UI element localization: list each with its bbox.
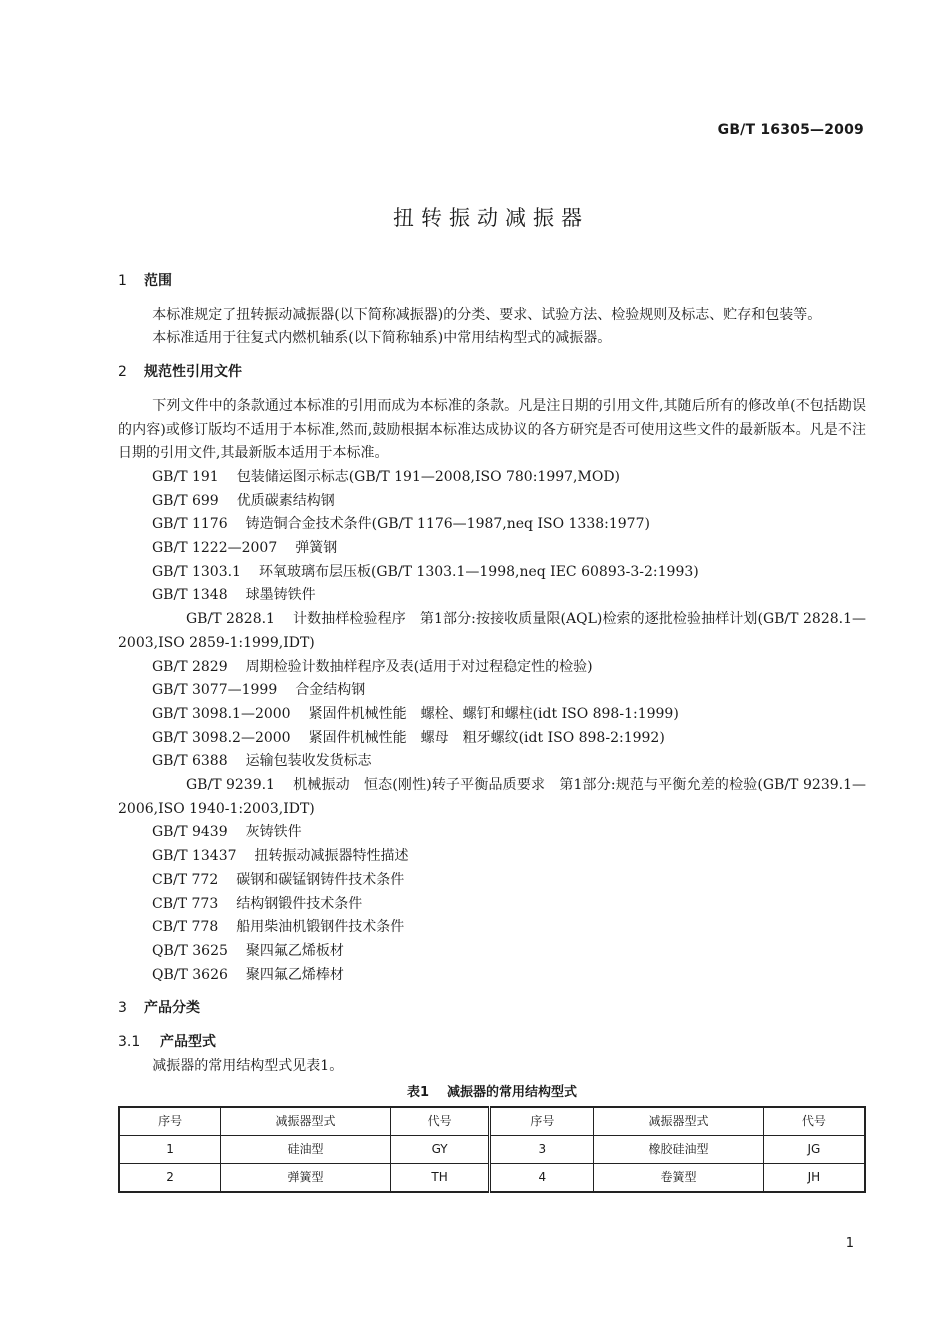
- ref-title: 铸造铜合金技术条件(GB/T 1176—1987,neq ISO 1338:1977): [245, 516, 650, 533]
- ref-title: 弹簧钢: [295, 540, 338, 557]
- ref-code: CB/T 773: [152, 895, 219, 912]
- table-cell: TH: [390, 1164, 490, 1193]
- ref-title: 合金结构钢: [295, 682, 366, 699]
- ref-code: CB/T 778: [152, 919, 219, 936]
- ref-code: GB/T 1348: [152, 587, 228, 604]
- table-cell: JH: [763, 1164, 865, 1193]
- subsection-title: 产品型式: [160, 1034, 216, 1051]
- header-cell: 序号: [490, 1107, 594, 1136]
- table-cell: 硅油型: [221, 1136, 391, 1164]
- header-cell: 代号: [763, 1107, 865, 1136]
- table-cell: 3: [490, 1136, 594, 1164]
- ref-code: GB/T 9239.1: [186, 777, 275, 794]
- table-header-row: [119, 1107, 865, 1136]
- ref-code: GB/T 3098.1—2000: [152, 705, 291, 722]
- ref-code: GB/T 2829: [152, 658, 228, 675]
- section-2-heading: [118, 361, 866, 385]
- ref-code: GB/T 1222—2007: [152, 540, 278, 557]
- ref-title: 聚四氟乙烯板材: [245, 942, 344, 959]
- standard-code: GB/T 16305—2009: [717, 122, 864, 138]
- ref-code: GB/T 2828.1: [186, 611, 275, 628]
- section-number: 2: [118, 364, 127, 381]
- section-number: 3: [118, 1000, 127, 1017]
- table-cell: 弹簧型: [221, 1164, 391, 1193]
- section-title: 范围: [144, 273, 172, 289]
- table-cell: 1: [119, 1136, 221, 1164]
- table-cell: 4: [490, 1164, 594, 1193]
- page-number: 1: [845, 1236, 854, 1251]
- section-3-heading: [118, 997, 866, 1021]
- ref-title: 碳钢和碳锰钢铸件技术条件: [236, 871, 405, 888]
- table-number: 表1: [406, 1084, 430, 1100]
- table-title: 减振器的常用结构型式: [447, 1084, 578, 1100]
- ref-title: 环氧玻璃布层压板(GB/T 1303.1—1998,neq IEC 60893-3-2:1993): [258, 563, 699, 580]
- reference-list: [118, 466, 866, 987]
- ref-title: 运输包装收发货标志: [245, 753, 372, 770]
- ref-title: 灰铸铁件: [245, 824, 302, 841]
- ref-title: 机械振动 恒态(刚性)转子平衡品质要求 第1部分:规范与平衡允差的检验(GB/T 9239.1—2006,ISO 1940-1:2003,IDT): [118, 777, 866, 817]
- table-cell: 橡胶硅油型: [594, 1136, 764, 1164]
- header-cell: 减振器型式: [594, 1107, 764, 1136]
- ref-code: GB/T 13437: [152, 848, 237, 865]
- scope-paragraph: 本标准适用于往复式内燃机轴系(以下简称轴系)中常用结构型式的减振器。: [152, 330, 612, 347]
- ref-code: GB/T 6388: [152, 753, 228, 770]
- ref-code: CB/T 772: [152, 871, 219, 888]
- section-title: 规范性引用文件: [144, 364, 242, 381]
- structure-types-table: [118, 1106, 866, 1193]
- ref-code: GB/T 1176: [152, 516, 228, 533]
- ref-code: GB/T 3098.2—2000: [152, 729, 291, 746]
- ref-code: GB/T 699: [152, 492, 219, 509]
- section-1-heading: [118, 270, 866, 294]
- header-cell: 序号: [119, 1107, 221, 1136]
- table-cell: GY: [390, 1136, 490, 1164]
- section-title: 产品分类: [144, 1000, 200, 1017]
- table-caption: [118, 1081, 866, 1105]
- header-cell: 代号: [390, 1107, 490, 1136]
- document-body: [118, 270, 866, 1193]
- ref-title: 船用柴油机锻钢件技术条件: [236, 919, 405, 936]
- table-cell: 2: [119, 1164, 221, 1193]
- ref-code: QB/T 3626: [152, 966, 228, 983]
- ref-title: 扭转振动减振器特性描述: [254, 848, 409, 865]
- document-title: 扭转振动减振器: [393, 206, 589, 230]
- subsection-3-1-heading: [118, 1031, 866, 1055]
- table-cell: JG: [763, 1136, 865, 1164]
- ref-code: GB/T 3077—1999: [152, 682, 278, 699]
- ref-code: GB/T 1303.1: [152, 563, 241, 580]
- ref-title: 聚四氟乙烯棒材: [245, 966, 344, 983]
- subsection-number: 3.1: [118, 1034, 141, 1051]
- table-row: [119, 1136, 865, 1164]
- ref-code: GB/T 191: [152, 468, 219, 485]
- subsection-text: 减振器的常用结构型式见表1。: [152, 1057, 344, 1074]
- ref-title: 计数抽样检验程序 第1部分:按接收质量限(AQL)检索的逐批检验抽样计划(GB/T 2828.1—2003,ISO 2859-1:1999,IDT): [118, 611, 866, 651]
- ref-title: 周期检验计数抽样程序及表(适用于对过程稳定性的检验): [245, 658, 593, 675]
- references-intro: 下列文件中的条款通过本标准的引用而成为本标准的条款。凡是注日期的引用文件,其随后所有的修改单(不包括勘误的内容)或修订版均不适用于本标准,然而,鼓励根据本标准达成协议的各方研究是否可使用这些文件的最新版本。凡是不注日期的引用文件,其最新版本适用于本标准。: [118, 397, 866, 462]
- ref-title: 结构钢锻件技术条件: [236, 895, 363, 912]
- ref-code: QB/T 3625: [152, 942, 228, 959]
- section-number: 1: [118, 273, 127, 289]
- ref-title: 优质碳素结构钢: [236, 492, 335, 509]
- ref-title: 球墨铸铁件: [245, 587, 316, 604]
- ref-code: GB/T 9439: [152, 824, 228, 841]
- ref-title: 紧固件机械性能 螺栓、螺钉和螺柱(idt ISO 898-1:1999): [308, 705, 679, 722]
- table-cell: 卷簧型: [594, 1164, 764, 1193]
- ref-title: 包装储运图示标志(GB/T 191—2008,ISO 780:1997,MOD): [236, 468, 621, 485]
- ref-title: 紧固件机械性能 螺母 粗牙螺纹(idt ISO 898-2:1992): [308, 729, 665, 746]
- scope-paragraph: 本标准规定了扭转振动减振器(以下简称减振器)的分类、要求、试验方法、检验规则及标志、贮存和包装等。: [152, 306, 822, 323]
- header-cell: 减振器型式: [221, 1107, 391, 1136]
- table-row: [119, 1164, 865, 1193]
